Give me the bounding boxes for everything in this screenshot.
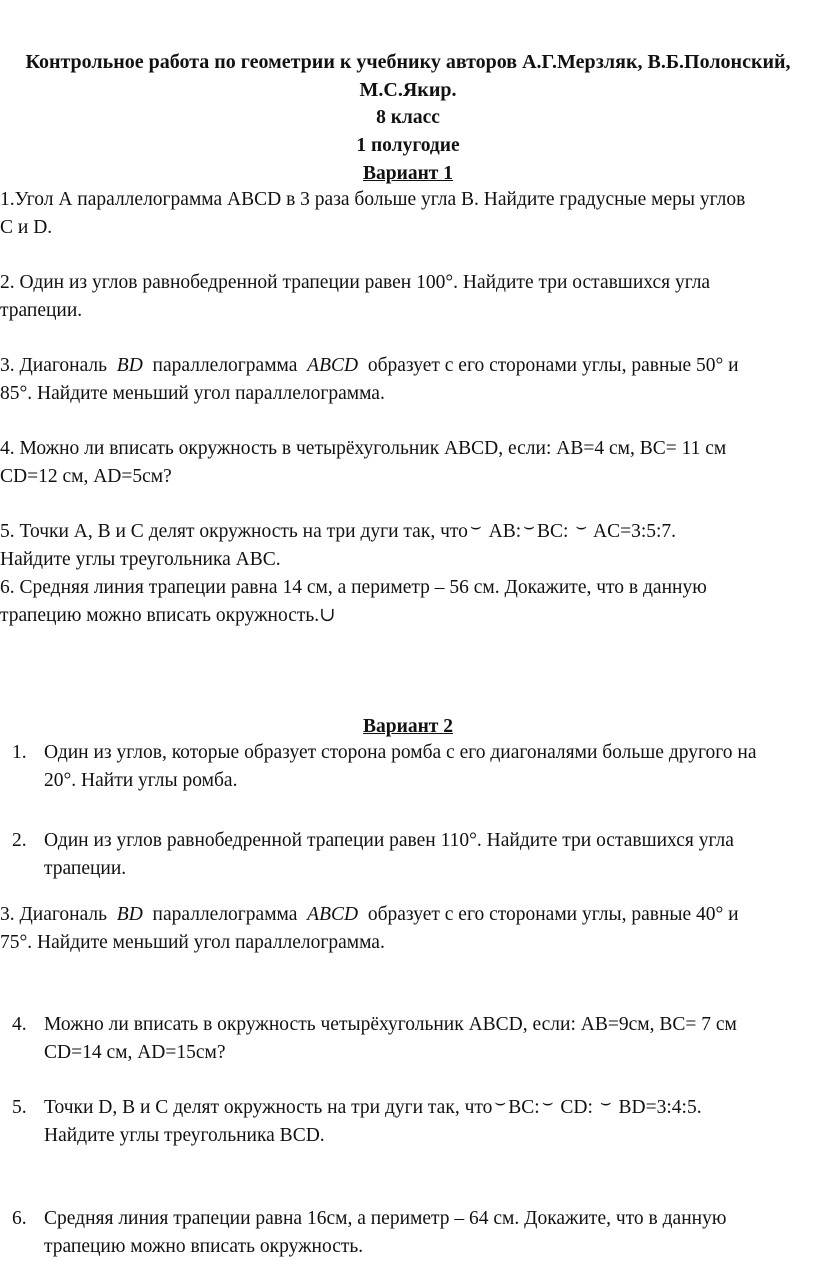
grade-label: 8 класс bbox=[376, 107, 440, 128]
v1-task4-line2: CD=12 см, AD=5см? bbox=[0, 466, 172, 487]
document-title-line2: М.С.Якир. bbox=[359, 79, 457, 101]
arc-symbol-icon: ⌣ bbox=[575, 516, 588, 536]
v1-task5-ab: AB: bbox=[488, 521, 522, 542]
v2-task5-cd: CD: bbox=[560, 1097, 593, 1118]
v1-task1-line1: 1.Угол А параллелограмма ABCD в 3 раза больше угла В. Найдите градусные меры углов bbox=[0, 189, 746, 210]
v2-task6-text: Средняя линия трапеции равна 16см, а периметр – 64 см. Докажите, что в данную bbox=[44, 1208, 727, 1229]
variant1-heading: Вариант 1 bbox=[362, 163, 454, 184]
v2-task4-num: 4. bbox=[12, 1014, 27, 1035]
v1-task6-line1: 6. Средняя линия трапеции равна 14 см, а периметр – 56 см. Докажите, что в данную bbox=[0, 577, 707, 598]
v2-task2-line2-text: трапеции. bbox=[44, 858, 127, 879]
v1-task2-line2: трапеции. bbox=[0, 300, 83, 321]
v2-task3-abcd: ABCD bbox=[307, 904, 359, 925]
v1-task3-post: образует с его сторонами углы, равные 50° и bbox=[367, 355, 739, 376]
v2-task3-mid: параллелограмма bbox=[152, 904, 298, 925]
variant2-heading: Вариант 2 bbox=[362, 716, 454, 737]
v1-task6-line2-text: трапецию можно вписать окружность. bbox=[0, 605, 320, 626]
term-label: 1 полугодие bbox=[356, 135, 460, 156]
v2-task1-num: 1. bbox=[12, 742, 27, 763]
v2-task4-text: Можно ли вписать в окружность четырёхугольник ABCD, если: AB=9см, BC= 7 см bbox=[44, 1014, 737, 1035]
v1-task5-ac: AC=3:5:7. bbox=[592, 521, 677, 542]
v2-task3-pre: 3. Диагональ bbox=[0, 904, 108, 925]
arc-symbol-icon: ⌣ bbox=[599, 1092, 612, 1112]
arc-symbol-icon: ⌣ bbox=[494, 1092, 507, 1112]
v2-task3-bd: BD bbox=[116, 904, 143, 925]
v2-task2-num: 2. bbox=[12, 830, 27, 851]
v2-task2-text: Один из углов равнобедренной трапеции равен 110°. Найдите три оставшихся угла bbox=[44, 830, 734, 851]
v2-task6-line2-text: трапецию можно вписать окружность. bbox=[44, 1236, 364, 1257]
v1-task3-line1 bbox=[0, 354, 816, 378]
v1-task3-mid: параллелограмма bbox=[152, 355, 298, 376]
v1-task4-line1: 4. Можно ли вписать окружность в четырёхугольник ABCD, если: AB=4 см, BC= 11 см bbox=[0, 438, 727, 459]
v2-task3-line2: 75°. Найдите меньший угол параллелограмма. bbox=[0, 932, 385, 953]
v2-task5-num: 5. bbox=[12, 1097, 27, 1118]
v1-task3-bd: BD bbox=[116, 355, 143, 376]
v1-task6-line2 bbox=[0, 604, 816, 628]
arc-symbol-icon: ⌣ bbox=[523, 516, 535, 536]
document-title-line1: Контрольное работа по геометрии к учебнику авторов А.Г.Мерзляк, В.Б.Полонский, bbox=[25, 51, 791, 73]
union-symbol-icon: ∪ bbox=[319, 605, 336, 626]
v1-task3-line2: 85°. Найдите меньший угол параллелограмма. bbox=[0, 383, 385, 404]
v1-task1-line2: С и D. bbox=[0, 217, 53, 238]
v1-task3-abcd: ABCD bbox=[307, 355, 359, 376]
v2-task1-line2-text: 20°. Найти углы ромба. bbox=[44, 770, 238, 791]
v2-task5-bd: BD=3:4:5. bbox=[618, 1097, 702, 1118]
v2-task5-line2-text: Найдите углы треугольника ВCD. bbox=[44, 1125, 325, 1146]
arc-symbol-icon: ⌣ bbox=[541, 1092, 554, 1112]
v2-task6-num: 6. bbox=[12, 1208, 27, 1229]
v2-task4-line2-text: CD=14 см, AD=15см? bbox=[44, 1042, 226, 1063]
v1-task5-bc: BC: bbox=[537, 521, 569, 542]
arc-symbol-icon: ⌣ bbox=[469, 516, 482, 536]
v1-task5-pre: 5. Точки А, В и С делят окружность на три дуги так, что bbox=[0, 521, 468, 542]
v2-task1-text: Один из углов, которые образует сторона ромба с его диагоналями больше другого на bbox=[44, 742, 757, 763]
v1-task2-line1: 2. Один из углов равнобедренной трапеции равен 100°. Найдите три оставшихся угла bbox=[0, 272, 711, 293]
v1-task3-pre: 3. Диагональ bbox=[0, 355, 108, 376]
v1-task5-line2: Найдите углы треугольника АВС. bbox=[0, 549, 281, 570]
v2-task3-post: образует с его сторонами углы, равные 40° и bbox=[367, 904, 739, 925]
v2-task5-bc: BC: bbox=[508, 1097, 540, 1118]
v2-task5-text bbox=[44, 1092, 702, 1120]
v1-task5-line1 bbox=[0, 516, 816, 544]
v2-task5-pre: Точки D, B и C делят окружность на три дуги так, что bbox=[44, 1097, 493, 1118]
v2-task3-line1 bbox=[0, 903, 816, 927]
